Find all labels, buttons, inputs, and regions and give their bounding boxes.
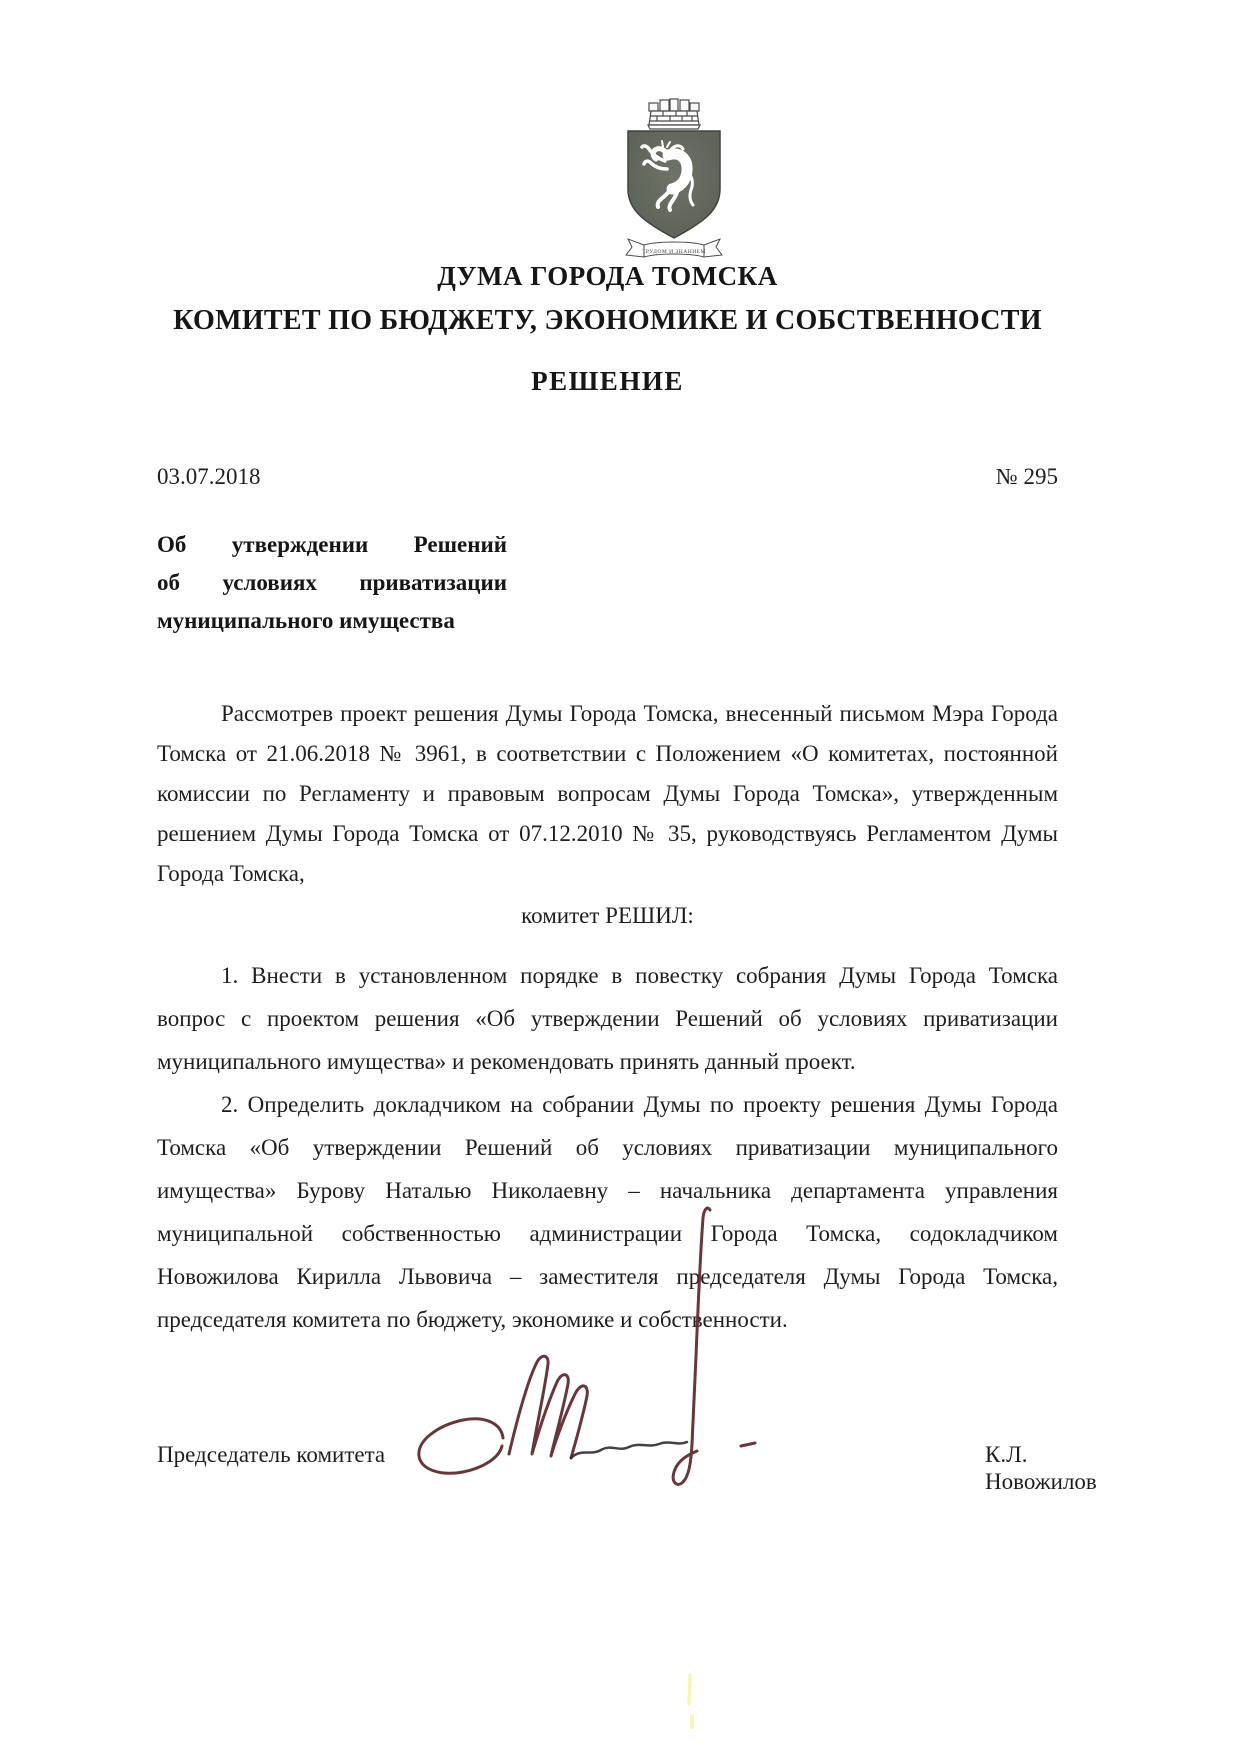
shield-with-horse-icon [628,131,720,238]
emblem-motto: ТРУДОМ И ЗНАНИЕМ [642,249,706,255]
yellow-highlight-mark [690,1714,694,1729]
document-number: № 295 [995,464,1058,489]
signer-title: Председатель комитета [157,1442,386,1467]
preamble-paragraph: Рассмотрев проект решения Думы Города Томска, внесенный письмом Мэра Города Томска от 21.06.2018 № 3961, в соответствии с Положением «О комитетах, постоянной комиссии по Регламенту и правовым вопросам Думы Города Томска», утвержденным решением Думы Города Томска от 07.12.2010 № 35, руководствуясь Регламентом Думы Города Томска, [157,701,1058,886]
yellow-highlight-mark [687,1673,691,1705]
resolution-item-2: 2. Определить докладчиком на собрании Думы по проекту решения Думы Города Томска «Об утверждении Решений об условиях приватизации муниципального имущества» Бурову Наталью Николаевну – начальника департамента управления муниципальной собственностью администрации Города Томска, содокладчиком Новожилова Кирилла Львовича – заместителя председателя Думы Города Томска, председателя комитета по бюджету, экономике и собственности. [157,1092,1058,1332]
subject-line-1: Об утверждении Решений [157,532,507,557]
date-number-row [157,463,1058,490]
subject-line-2: об условиях приватизации [157,570,507,595]
document-type-heading: РЕШЕНИЕ [531,366,684,396]
tomsk-coat-of-arms [618,97,730,263]
subject-line-3: муниципального имущества [157,608,455,633]
committee-title: КОМИТЕТ ПО БЮДЖЕТУ, ЭКОНОМИКЕ И СОБСТВЕННОСТИ [173,305,1042,336]
signer-name: К.Л. Новожилов [985,1442,1097,1494]
mural-crown-icon [648,99,700,129]
handwritten-signature [405,1196,775,1496]
organization-title: ДУМА ГОРОДА ТОМСКА [437,261,778,291]
resolution-item-1: 1. Внести в установленном порядке в повестку собрания Думы Города Томска вопрос с проектом решения «Об утверждении Решений об условиях приватизации муниципального имущества» и рекомендовать принять данный проект. [157,963,1058,1074]
document-date: 03.07.2018 [157,464,261,489]
resolution-heading: комитет РЕШИЛ: [521,903,694,928]
motto-ribbon-icon [626,239,722,257]
subject-block [157,526,507,640]
